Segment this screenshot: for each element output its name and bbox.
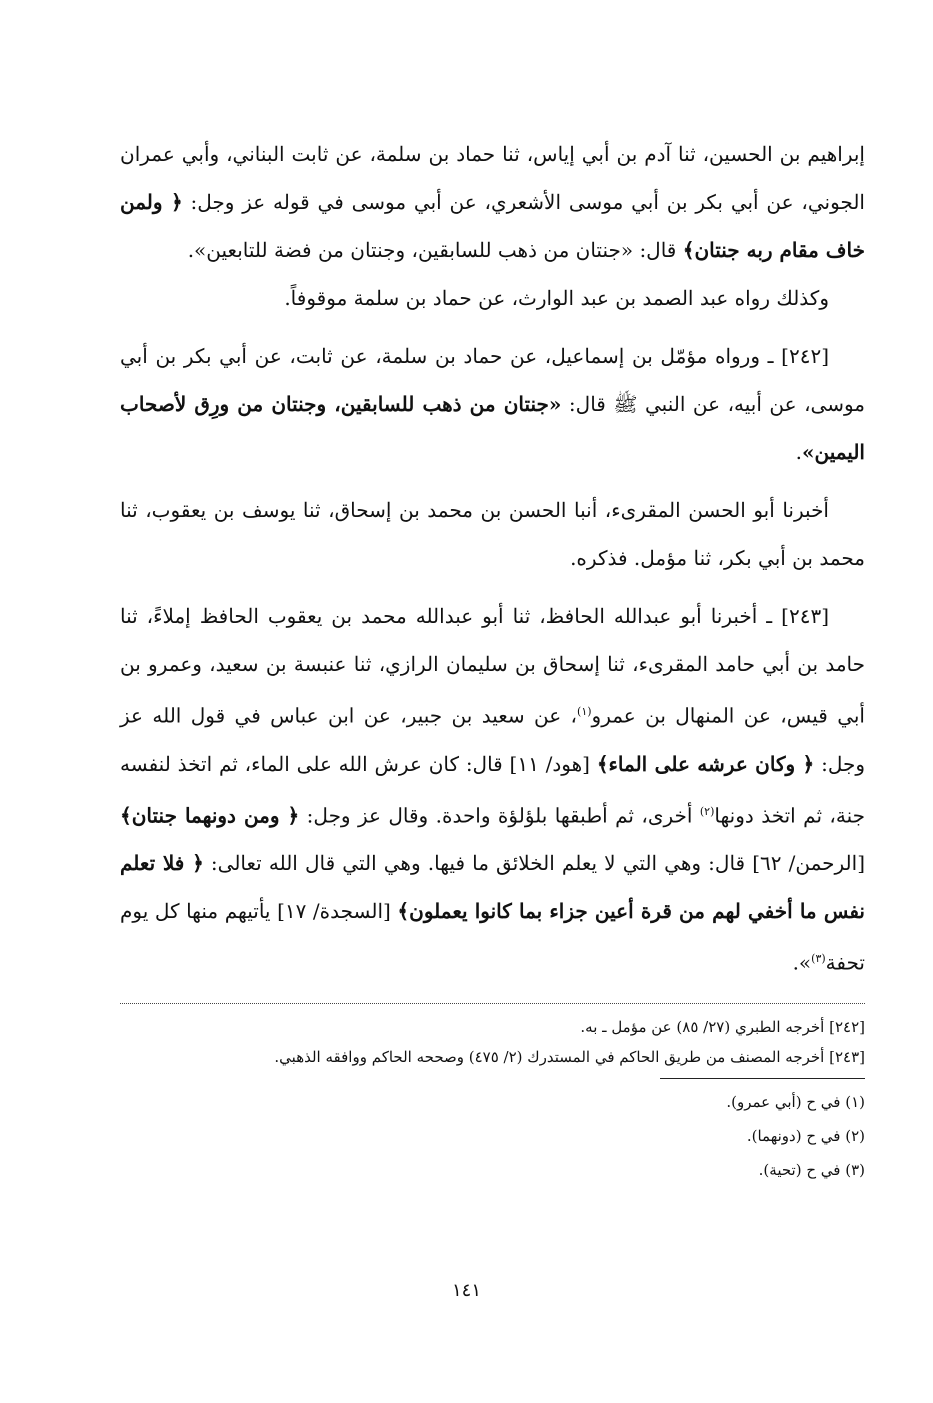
footnote-ref-3: (٣) — [811, 952, 826, 966]
paragraph-hadith-242 — [120, 332, 865, 476]
text-line: وكذلك رواه عبد الصمد بن عبد الوارث، عن حماد بن سلمة موقوفاً. — [284, 286, 829, 310]
footnote-2: (٢) في ح (دونهما). — [746, 1126, 865, 1145]
quran-quote: ﴿ ومن دونهما جنتان﴾ — [120, 803, 300, 828]
quran-quote: ﴿ فلا تعلم نفس ما أخفي لهم من قرة أعين جزاء بما كانوا يعملون﴾ — [120, 851, 865, 924]
text-line: إبراهيم بن الحسين، ثنا آدم بن أبي إياس، ثنا حماد بن سلمة، عن ثابت — [291, 142, 865, 166]
footnote-1: (١) في ح (أبي عمرو). — [726, 1092, 865, 1111]
text-line: البناني، وأبي عمران الجوني، عن أبي بكر بن أبي موسى الأشعري، عن أبي — [120, 142, 865, 214]
page-body — [120, 130, 865, 1187]
hadith-number: [٢٤٢] — [781, 344, 829, 368]
hadith-matn: «جنتان من ذهب للسابقين، وجنتان من ورِق لأصحاب اليمين» — [120, 392, 865, 464]
footnote-divider — [660, 1078, 865, 1079]
text-line: موسى في قوله عز وجل: — [182, 190, 407, 214]
text: [الرحمن/ ٦٢] قال: وهي التي لا يعلم الخلائق ما فيها. وهي التي قال الله تعالى: — [203, 851, 865, 876]
paragraph-isnad-1 — [120, 130, 865, 274]
text: أخرى، ثم أطبقها بلؤلؤة واحدة. وقال عز وجل: — [299, 803, 700, 828]
paragraph-hadith-243 — [120, 592, 865, 987]
footnote-ref-2: (٢) — [699, 804, 715, 818]
text-line: قال: «جنتان من ذهب — [497, 238, 683, 262]
paragraph-isnad-2 — [120, 486, 865, 582]
footnote-3: (٣) في ح (تحية). — [758, 1160, 865, 1179]
paragraph-note — [120, 274, 865, 322]
footnote-ref-1: (١) — [577, 705, 592, 718]
text: ـ ورواه مؤمّل بن إسماعيل، عن حماد بن سلمة، عن ثابت، عن أبي بكر بن أبي موسى، عن أبيه، عن النبي ﷺ قال: — [120, 344, 865, 416]
text-line: للسابقين، وجنتان من فضة للتابعين». — [187, 238, 492, 262]
quran-quote: ﴿ ولمن خاف مقام ربه جنتان﴾ — [120, 190, 865, 262]
text: ، عن سعيد بن جبير، عن ابن عباس في قول الله عز وجل: — [120, 703, 866, 776]
text: [السجدة/ ١٧] يأتيهم منها كل يوم تحفة — [120, 899, 865, 975]
page-number: ١٤١ — [451, 1280, 481, 1301]
text: ـ أخبرنا أبو عبدالله الحافظ، ثنا أبو عبدالله محمد بن يعقوب الحافظ إملاءً، ثنا حامد بن أبي حامد المقرىء، ثنا إسحاق بن سليمان الرازي، ثنا عنبسة بن سعيد، وعمرو بن أبي قيس، عن المنهال بن عمرو — [120, 604, 865, 728]
takhrij-242: [٢٤٢] أخرجه الطبري (٢٧/ ٨٥) عن مؤمل ـ به. — [580, 1017, 865, 1036]
quran-quote: ﴿ وكان عرشه على الماء﴾ — [596, 751, 815, 776]
hadith-number: [٢٤٣] — [781, 604, 829, 628]
text: [هود/ ١١] قال: كان عرش الله على الماء، ثم اتخذ لنفسه جنة، ثم اتخذ دونها — [120, 751, 865, 828]
text: ». — [792, 950, 812, 975]
text: . — [795, 440, 802, 464]
takhrij-243: [٢٤٣] أخرجه المصنف من طريق الحاكم في المستدرك (٢/ ٤٧٥) وصححه الحاكم ووافقه الذهبي. — [274, 1047, 865, 1066]
text: أخبرنا أبو الحسن المقرىء، أنبا الحسن بن محمد بن إسحاق، ثنا يوسف بن يعقوب، ثنا محمد بن أبي بكر، ثنا مؤمل. فذكره. — [120, 498, 865, 570]
dotted-divider — [120, 1003, 865, 1004]
